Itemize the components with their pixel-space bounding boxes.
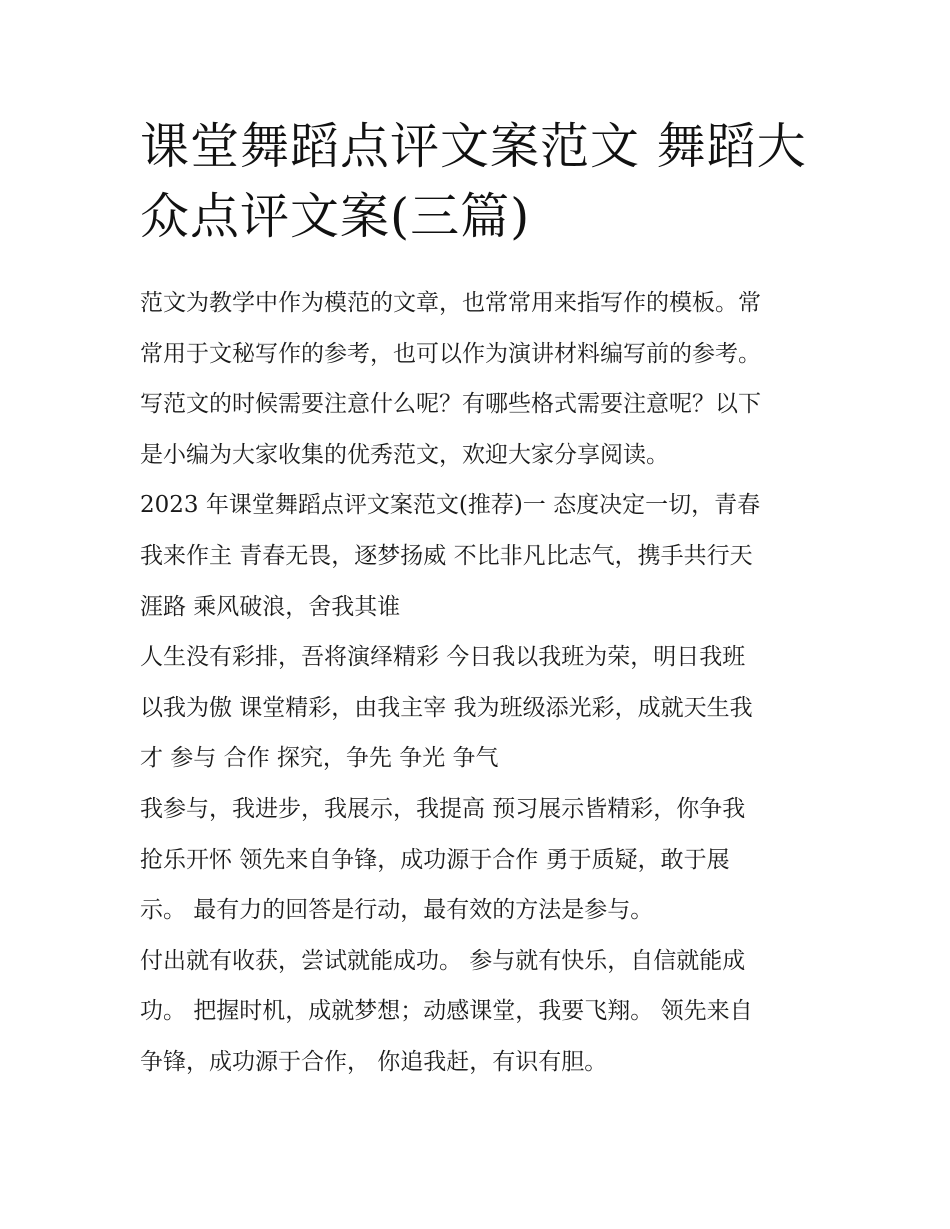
body-paragraph [140,936,830,1088]
text-line: 示。 最有力的回答是行动，最有效的方法是参与。 [140,897,654,924]
text-line: 常用于文秘写作的参考，也可以作为演讲材料编写前的参考。 [140,340,761,367]
text-line: 是小编为大家收集的优秀范文，欢迎大家分享阅读。 [140,441,669,468]
text-line: 我来作主 青春无畏，逐梦扬威 不比非凡比志气，携手共行天 [140,542,753,569]
text-line: 以我为傲 课堂精彩，由我主宰 我为班级添光彩，成就天生我 [140,694,753,721]
text-line: 付出就有收获，尝试就能成功。 参与就有快乐，自信就能成 [140,947,746,974]
text-line: 人生没有彩排，吾将演绎精彩 今日我以我班为荣，明日我班 [140,644,746,671]
text-line: 争锋，成功源于合作， 你追我赶，有识有胆。 [140,1048,608,1075]
text-line: 功。 把握时机，成就梦想；动感课堂，我要飞翔。 领先来自 [140,998,753,1025]
document-title [140,112,820,252]
text-line: 涯路 乘风破浪，舍我其谁 [140,593,401,620]
text-line: 我参与，我进步，我展示，我提高 预习展示皆精彩，你争我 [140,795,746,822]
text-line: 写范文的时候需要注意什么呢？有哪些格式需要注意呢？以下 [140,391,761,418]
text-line: 才 参与 合作 探究，争先 争光 争气 [140,745,499,772]
text-line: 抢乐开怀 领先来自争锋，成功源于合作 勇于质疑，敢于展 [140,846,730,873]
body-paragraph [140,784,830,936]
body-paragraph [140,632,830,784]
document-body [140,278,830,1088]
intro-paragraph [140,278,830,480]
text-line: 范文为教学中作为模范的文章，也常常用来指写作的模板。常 [140,290,761,316]
text-line: 2023 年课堂舞蹈点评文案范文(推荐)一 态度决定一切，青春 [140,492,761,519]
title-line: 众点评文案(三篇) [140,188,531,245]
body-paragraph [140,480,830,632]
title-line: 课堂舞蹈点评文案范文 舞蹈大 [140,118,807,175]
